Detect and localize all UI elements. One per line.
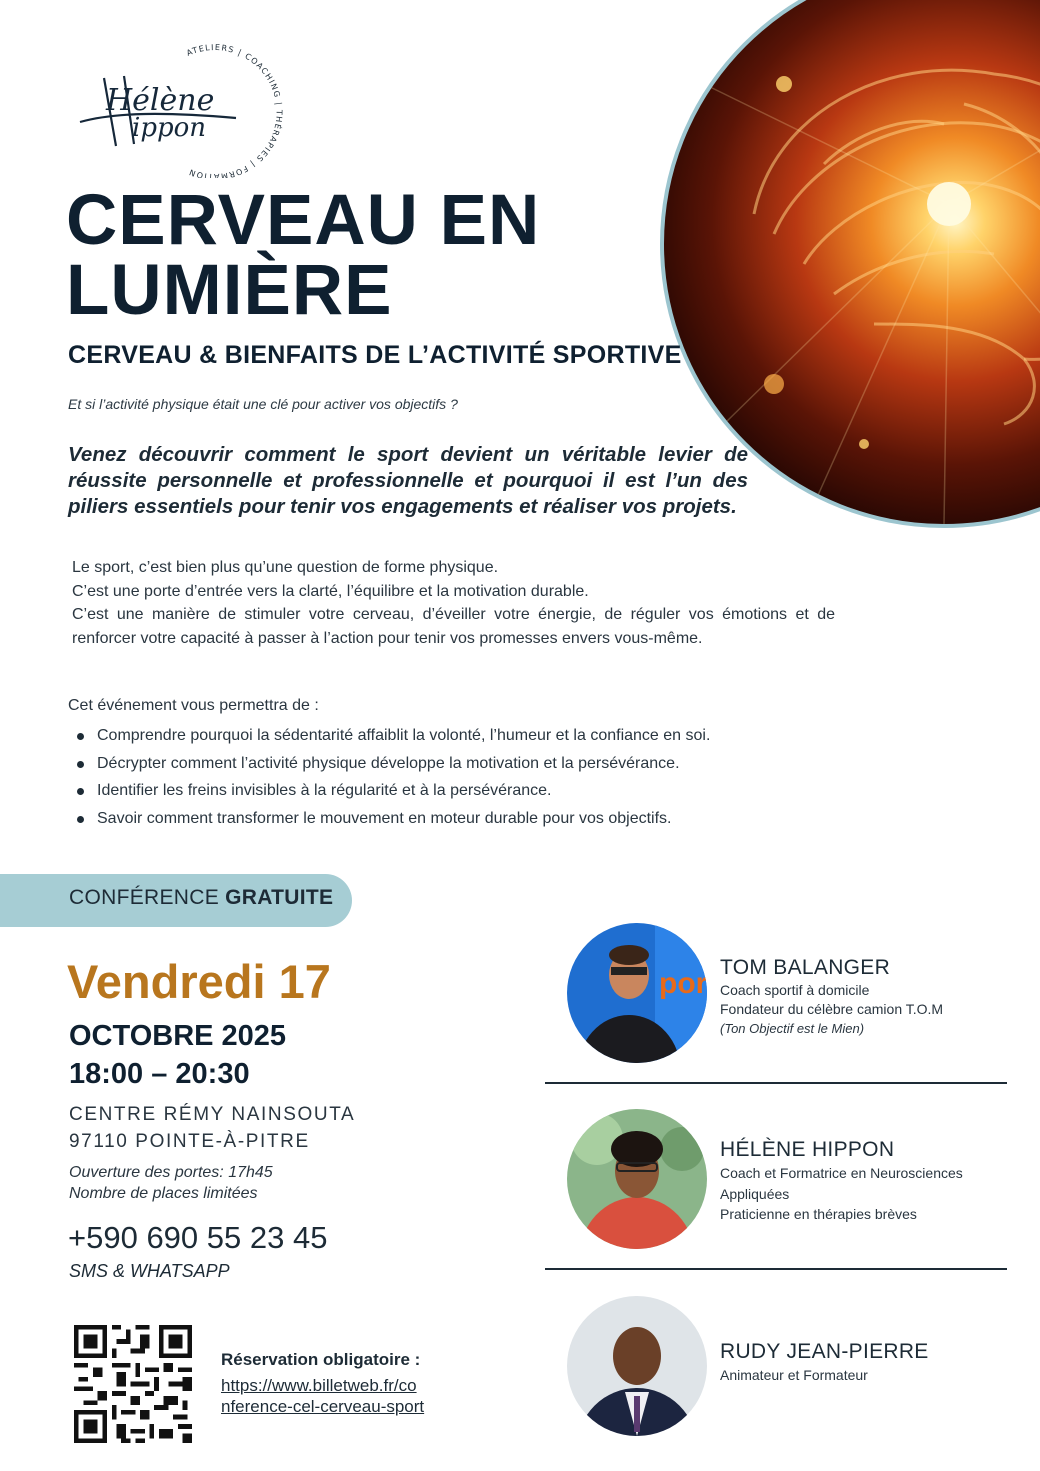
benefits-intro: Cet événement vous permettra de : xyxy=(68,697,319,714)
list-item: Décrypter comment l’activité physique développe la motivation et la persévérance. xyxy=(70,750,710,778)
venue-city: 97110 POINTE-À-PITRE xyxy=(69,1131,310,1152)
qr-code[interactable] xyxy=(74,1325,192,1443)
list-item: Savoir comment transformer le mouvement en moteur durable pour vos objectifs. xyxy=(70,805,710,833)
badge-regular-text: CONFÉRENCE xyxy=(69,886,226,909)
benefits-list xyxy=(70,722,710,832)
divider xyxy=(545,1268,1007,1270)
speaker-role: Fondateur du célèbre camion T.O.M xyxy=(720,1001,944,1017)
speaker-role: Praticienne en thérapies brèves xyxy=(720,1206,917,1222)
speaker-name: HÉLÈNE HIPPON xyxy=(720,1138,895,1161)
event-month: OCTOBRE 2025 xyxy=(69,1020,287,1052)
svg-text:Hélène: Hélène xyxy=(106,83,215,118)
badge-bold-text: GRATUITE xyxy=(225,886,334,909)
venue-name: CENTRE RÉMY NAINSOUTA xyxy=(69,1104,356,1125)
title-line-2: LUMIÈRE xyxy=(66,251,393,330)
speaker-role: Appliquées xyxy=(720,1186,790,1202)
page-subtitle: CERVEAU & BIENFAITS DE L’ACTIVITÉ SPORTIVE xyxy=(68,341,682,369)
doors-opening: Ouverture des portes: 17h45 xyxy=(69,1164,273,1181)
brand-logo xyxy=(76,38,286,178)
speaker-role: Coach sportif à domicile xyxy=(720,982,870,998)
speaker-photo-rudy xyxy=(567,1296,707,1436)
body-paragraph-3: C’est une manière de stimuler votre cerveau, d’éveiller votre énergie, de réguler vos émotions et de renforcer votre capacité à passer à l’action pour tenir vos promesses envers vous-même. xyxy=(72,606,835,647)
contact-note: SMS & WHATSAPP xyxy=(69,1261,230,1281)
svg-text:por: por xyxy=(659,967,707,1000)
speaker-role: (Ton Objectif est le Mien) xyxy=(720,1021,865,1036)
speaker-name: RUDY JEAN-PIERRE xyxy=(720,1340,929,1363)
event-time: 18:00 – 20:30 xyxy=(69,1058,250,1090)
title-line-1: CERVEAU EN xyxy=(66,181,541,260)
lead-paragraph: Venez découvrir comment le sport devient un véritable levier de réussite personnelle et professionnelle et pourquoi il est l’un des piliers essentiels pour tenir vos engagements et réaliser vos projets. xyxy=(68,443,748,518)
limited-places: Nombre de places limitées xyxy=(69,1185,258,1202)
contact-phone[interactable]: +590 690 55 23 45 xyxy=(68,1220,328,1255)
body-text xyxy=(72,556,835,650)
speaker-photo-helene xyxy=(567,1109,707,1249)
hook-question: Et si l’activité physique était une clé pour activer vos objectifs ? xyxy=(68,396,458,412)
speaker-name: TOM BALANGER xyxy=(720,956,891,979)
reservation-label: Réservation obligatoire : xyxy=(221,1350,421,1369)
event-day: Vendredi 17 xyxy=(67,955,331,1008)
svg-text:ATELIERS | COACHING | THÉRAPIE: ATELIERS | COACHING | THÉRAPIES | FORMATION xyxy=(185,42,284,178)
speaker-photo-tom xyxy=(567,923,707,1063)
conference-badge-label xyxy=(69,886,333,910)
list-item: Identifier les freins invisibles à la régularité et à la persévérance. xyxy=(70,777,710,805)
divider xyxy=(545,1082,1007,1084)
svg-text:ippon: ippon xyxy=(132,113,207,143)
list-item: Comprendre pourquoi la sédentarité affaiblit la volonté, l’humeur et la confiance en soi. xyxy=(70,722,710,750)
body-paragraph-2: C’est une porte d’entrée vers la clarté, l’équilibre et la motivation durable. xyxy=(72,582,589,600)
reservation-link-continued[interactable]: nference-cel-cerveau-sport xyxy=(221,1397,425,1416)
speaker-role: Coach et Formatrice en Neurosciences xyxy=(720,1165,963,1181)
page-title xyxy=(66,181,686,330)
speaker-role: Animateur et Formateur xyxy=(720,1367,868,1383)
reservation-link[interactable]: https://www.billetweb.fr/co xyxy=(221,1376,417,1395)
body-paragraph-1: Le sport, c’est bien plus qu’une question de forme physique. xyxy=(72,559,499,576)
